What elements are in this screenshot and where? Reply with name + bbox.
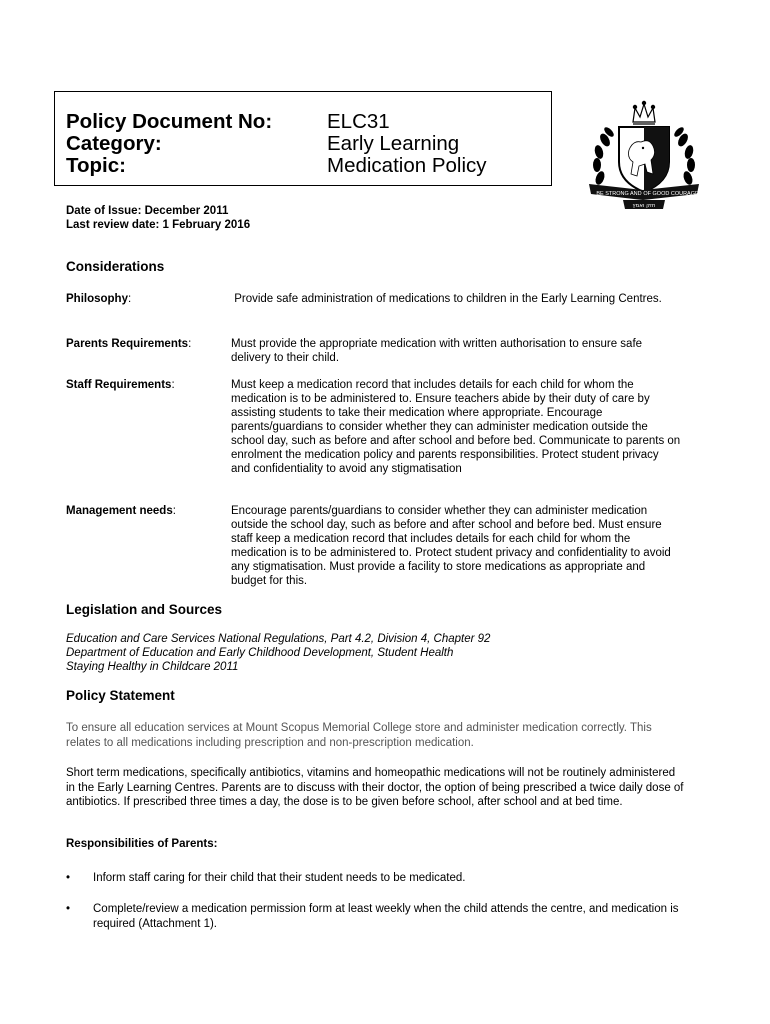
management-needs-text: Encourage parents/guardians to consider whether they can administer medication outside the school day, such as before and after school and before bed. Must ensure staff keep a medication record that includes details for each child for whom the medication is to be administered to. Protect student privacy and confidentiality to avoid any stigmatisation. Must provide a facility to store medications as appropriate and budget for this.	[231, 505, 671, 587]
topic-label: Topic:	[66, 154, 126, 177]
crest-hebrew-motto: חזק ואמץ	[632, 203, 656, 209]
staff-requirements-label: Staff Requirements:	[66, 379, 175, 391]
category-value: Early Learning	[327, 132, 460, 155]
last-review-date: Last review date: 1 February 2016	[66, 219, 251, 231]
policy-intro-text: To ensure all education services at Mount Scopus Memorial College store and administer medication correctly. This relates to all medications including prescription and non-prescription medication.	[66, 722, 652, 749]
school-crest-logo	[583, 100, 706, 212]
parents-requirements-label: Parents Requirements:	[66, 338, 192, 350]
policy-document-no-value: ELC31	[327, 110, 390, 133]
crest-motto-right: OF GOOD COURAGE	[643, 191, 699, 197]
philosophy-label: Philosophy:	[66, 293, 132, 305]
policy-document-no-label: Policy Document No:	[66, 110, 273, 133]
short-term-medications-text: Short term medications, specifically antibiotics, vitamins and homeopathic medications will not be routinely administered in the Early Learning Centres. Parents are to discuss with their doctor, the option of being prescribed a twice daily dose of antibiotics. If prescribed three times a day, the dose is to be given before school, after school and at bed time.	[66, 767, 684, 808]
topic-value: Medication Policy	[327, 154, 487, 177]
date-of-issue: Date of Issue: December 2011	[66, 205, 229, 217]
legislation-source-1: Education and Care Services National Regulations, Part 4.2, Division 4, Chapter 92	[66, 633, 491, 645]
bullet-text: Inform staff caring for their child that their student needs to be medicated.	[93, 872, 466, 884]
crest-motto-left: BE STRONG AND	[596, 191, 642, 197]
philosophy-text: Provide safe administration of medications to children in the Early Learning Centres.	[231, 293, 662, 305]
policy-statement-heading: Policy Statement	[66, 688, 175, 703]
policy-header-box	[54, 91, 552, 186]
parents-requirements-text: Must provide the appropriate medication with written authorisation to ensure safe delivery to their child.	[231, 338, 643, 364]
category-label: Category:	[66, 132, 162, 155]
management-needs-label: Management needs:	[66, 505, 176, 517]
responsibilities-of-parents-heading: Responsibilities of Parents:	[66, 838, 218, 850]
legislation-source-2: Department of Education and Early Childhood Development, Student Health	[66, 647, 454, 659]
legislation-heading: Legislation and Sources	[66, 602, 223, 617]
bullet-text: Complete/review a medication permission form at least weekly when the child attends the centre, and medication is required (Attachment 1).	[93, 903, 679, 930]
bullet-marker: •	[66, 872, 71, 884]
staff-requirements-text: Must keep a medication record that includes details for each child for whom the medication is to be administered to. Ensure teachers abide by their duty of care by assisting students to take their medication where appropriate. Encourage parents/guardians to consider whether they can administer medication outside the school day, such as before and after school and before bed. Communicate to parents on enrolment the medication policy and parents responsibilities. Protect student privacy and confidentiality to avoid any stigmatisation	[231, 379, 681, 475]
bullet-marker: •	[66, 903, 71, 915]
considerations-heading: Considerations	[66, 259, 165, 274]
legislation-source-3: Staying Healthy in Childcare 2011	[66, 661, 239, 673]
